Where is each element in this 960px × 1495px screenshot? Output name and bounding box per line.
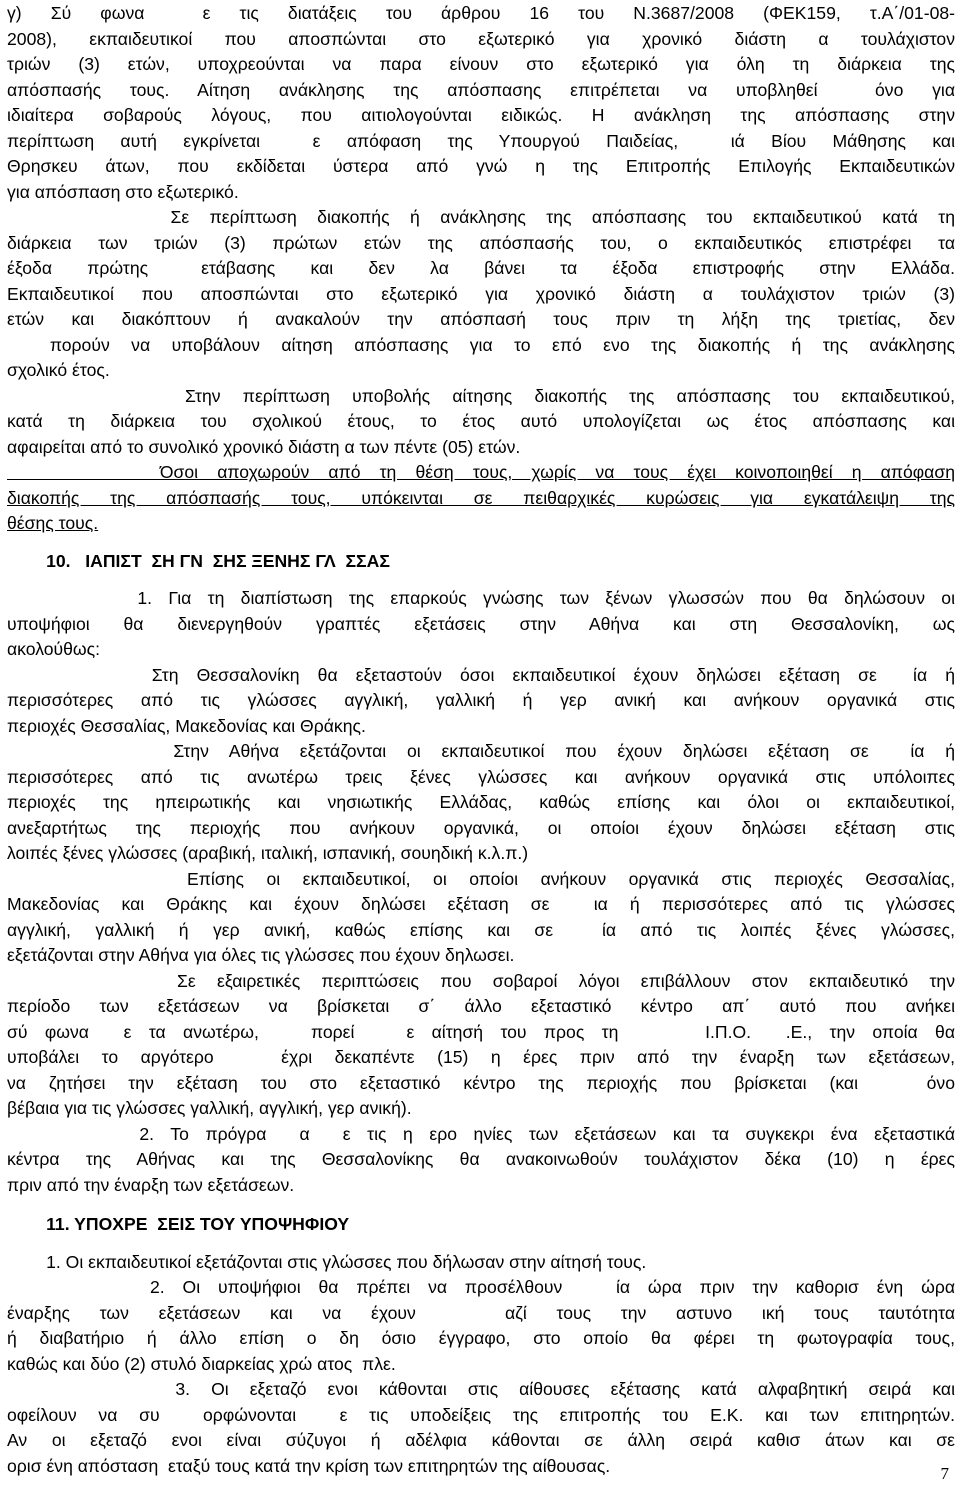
text-line: 2008), εκπαιδευτικοί που αποσπώνται στο εξωτερικό για χρονικό διάστη α τουλάχιστον	[7, 28, 955, 49]
section-heading: 11. ΥΠΟΧΡΕ ΣΕΙΣ ΤΟΥ ΥΠΟΨΗΦΙΟΥ	[7, 1214, 350, 1234]
text-line: περιοχές της ηπειρωτικής και νησιωτικής Ελλάδας, καθώς επίσης και όλοι οι εκπαιδευτικοί,	[7, 792, 955, 812]
text-line: βέβαια για τις γλώσσες γαλλική, αγγλική, γερ ανική).	[7, 1098, 412, 1118]
text-line: Σε εξαιρετικές περιπτώσεις που σοβαροί λόγοι επιβάλλουν στον εκπαιδευτικό την	[7, 970, 955, 991]
text-line: Στην Αθήνα εξετάζονται οι εκπαιδευτικοί που έχουν δηλώσει εξέταση σε ία ή	[7, 741, 955, 761]
text-line: 1. Οι εκπαιδευτικοί εξετάζονται στις γλώσσες που δήλωσαν στην αίτησή τους.	[7, 1251, 647, 1272]
text-line: απόσπασής τους. Αίτηση ανάκλησης της απόσπασης επιτρέπεται να υποβληθεί όνο για	[7, 79, 955, 100]
text-line: 2. Οι υποψήφιοι θα πρέπει να προσέλθουν ία ώρα πριν την καθορισ ένη ώρα	[7, 1277, 955, 1297]
page-number: 7	[940, 1464, 949, 1483]
text-line: οφείλουν να συ ορφώνονται ε τις υποδείξεις της επιτροπής του Ε.Κ. και των επιτηρητών.	[7, 1404, 955, 1425]
text-line: διακοπής της απόσπασής τους, υπόκεινται σε πειθαρχικές κυρώσεις για εγκατάλειψη της	[7, 487, 955, 508]
text-line: Σε περίπτωση διακοπής ή ανάκλησης της απόσπασης του εκπαιδευτικού κατά τη	[7, 207, 955, 227]
text-line: Επίσης οι εκπαιδευτικοί, οι οποίοι ανήκουν οργανικά στις περιοχές Θεσσαλίας,	[7, 868, 955, 889]
text-line: πορούν να υποβάλουν αίτηση απόσπασης για το επό ενο της διακοπής ή της ανάκλησης	[7, 334, 955, 355]
text-line: περιοχές Θεσσαλίας, Μακεδονίας και Θράκης.	[7, 715, 366, 736]
text-line: Στη Θεσσαλονίκη θα εξεταστούν όσοι εκπαιδευτικοί έχουν δηλώσει εξέταση σε ία ή	[7, 664, 955, 685]
text-line: ή διαβατήριο ή άλλο επίση ο δη όσιο έγγραφο, στο οποίο θα φέρει τη φωτογραφία τους,	[7, 1328, 955, 1348]
text-line: θέσης τους.	[7, 513, 99, 533]
text-line: περισσότερες από τις γλώσσες αγγλική, γαλλική ή γερ ανική και ανήκουν οργανικά στις	[7, 690, 955, 710]
text-line: περίπτωση αυτή εγκρίνεται ε απόφαση της Υπουργού Παιδείας, ιά Βίου Μάθησης και	[7, 130, 955, 151]
text-line: Εκπαιδευτικοί που αποσπώνται στο εξωτερικό για χρονικό διάστη α τουλάχιστον τριών (3)	[7, 283, 955, 304]
text-line: κατά τη διάρκεια του σχολικού έτους, το έτος αυτό υπολογίζεται ως έτος απόσπασης και	[7, 411, 955, 431]
text-line: περισσότερες από τις ανωτέρω τρεις ξένες γλώσσες και ανήκουν οργανικά στις υπόλοιπες	[7, 766, 955, 787]
text-line: Στην περίπτωση υποβολής αίτησης διακοπής της απόσπασης του εκπαιδευτικού,	[7, 385, 955, 406]
text-line: Μακεδονίας και Θράκης και έχουν δηλώσει εξέταση σε ια ή περισσότερες από τις γλώσσες	[7, 894, 955, 914]
text-line: ιδιαίτερα σοβαρούς λόγους, που αιτιολογούνται ειδικώς. Η ανάκληση της απόσπασης στην	[7, 105, 955, 125]
text-line: καθώς και δύο (2) στυλό διαρκείας χρώ ατος πλε.	[7, 1353, 396, 1374]
text-line: 3. Οι εξεταζό ενοι κάθονται στις αίθουσες εξέτασης κατά αλφαβητική σειρά και	[7, 1379, 955, 1399]
text-line: περίοδο των εξετάσεων να βρίσκεται σ΄ άλλο εξεταστικό κέντρο απ΄ αυτό που ανήκει	[7, 996, 955, 1016]
text-line: Όσοι αποχωρούν από τη θέση τους, χωρίς να τους έχει κοινοποιηθεί η απόφαση	[7, 462, 955, 482]
text-line: ακολούθως:	[7, 639, 101, 659]
text-line: αγγλική, γαλλική ή γερ ανική, καθώς επίσης και σε ία από τις λοιπές ξένες γλώσσες,	[7, 919, 955, 940]
text-line: έναρξης των εξετάσεων και να έχουν αζί τους την αστυνο ική τους ταυτότητα	[7, 1302, 955, 1323]
text-line: σύ φωνα ε τα ανωτέρω, πορεί ε αίτησή του προς τη Ι.Π.Ο. .Ε., την οποία θα	[7, 1021, 955, 1042]
text-line: υποβάλει το αργότερο έχρι δεκαπέντε (15) η έρες πριν από την έναρξη των εξετάσεων,	[7, 1047, 955, 1067]
text-line: Αν οι εξεταζό ενοι είναι σύζυγοι ή αδέλφια κάθονται σε άλλη σειρά καθισ άτων και σε	[7, 1430, 955, 1450]
text-line: τριών (3) ετών, υποχρεούνται να παρα είνουν στο εξωτερικό για όλη τη διάρκεια της	[7, 54, 955, 74]
text-line: Θρησκευ άτων, που εκδίδεται ύστερα από γνώ η της Επιτροπής Επιλογής Εκπαιδευτικών	[7, 156, 955, 176]
section-heading: 10. ΙΑΠΙΣΤ ΣΗ ΓΝ ΣΗΣ ΞΕΝΗΣ ΓΛ ΣΣΑΣ	[7, 550, 390, 571]
text-line: πριν από την έναρξη των εξετάσεων.	[7, 1174, 295, 1195]
text-line: εξετάζονται στην Αθήνα για όλες τις γλώσσες που έχουν δηλωσει.	[7, 945, 515, 965]
text-line: ορισ ένη απόσταση εταξύ τους κατά την κρίση των επιτηρητών της αίθουσας.	[7, 1455, 611, 1476]
text-line: σχολικό έτος.	[7, 360, 110, 380]
text-line: αφαιρείται από το συνολικό χρονικό διάστη α των πέντε (05) ετών.	[7, 436, 521, 457]
text-line: διάρκεια των τριών (3) πρώτων ετών της απόσπασής του, ο εκπαιδευτικός επιστρέφει τα	[7, 232, 955, 253]
text-line: λοιπές ξένες γλώσσες (αραβική, ιταλική, ισπανική, σουηδική κ.λ.π.)	[7, 843, 529, 863]
text-line: υποψήφιοι θα διενεργηθούν γραπτές εξετάσεις στην Αθήνα και στη Θεσσαλονίκη, ως	[7, 613, 955, 634]
text-line: γ) Σύ φωνα ε τις διατάξεις του άρθρου 16 του Ν.3687/2008 (ΦΕΚ159, τ.Α΄/01-08-	[7, 3, 955, 23]
text-line: 2. Το πρόγρα α ε τις η ερο ηνίες των εξετάσεων και τα συγκεκρι ένα εξεταστικά	[7, 1123, 955, 1144]
text-line: 1. Για τη διαπίστωση της επαρκούς γνώσης των ξένων γλωσσών που θα δηλώσουν οι	[7, 588, 955, 608]
text-line: έξοδα πρώτης ετάβασης και δεν λα βάνει τα έξοδα επιστροφής στην Ελλάδα.	[7, 258, 955, 278]
text-line: ετών και διακόπτουν ή ανακαλούν την απόσπασή τους πριν τη λήξη της τριετίας, δεν	[7, 309, 955, 329]
text-line: κέντρα της Αθήνας και της Θεσσαλονίκης θα ανακοινωθούν τουλάχιστον δέκα (10) η έρες	[7, 1149, 955, 1169]
text-line: ανεξαρτήτως της περιοχής που ανήκουν οργανικά, οι οποίοι έχουν δηλώσει εξέταση στις	[7, 817, 955, 838]
text-line: να ζητήσει την εξέταση του στο εξεταστικό κέντρο της περιοχής που βρίσκεται (και όνο	[7, 1072, 955, 1093]
text-line: για απόσπαση στο εξωτερικό.	[7, 181, 239, 202]
